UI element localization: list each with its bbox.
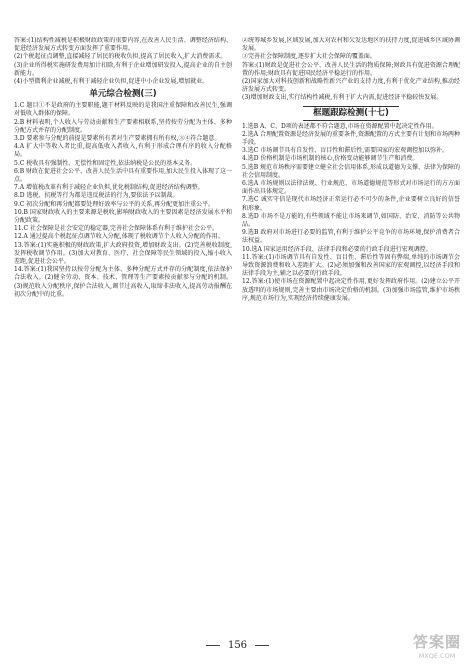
right-column xyxy=(242,37,460,637)
paragraph: (2)国家加大对科技创新和战略性新兴产业的支持力度,有利于优化产业结构,推动经济发展方式转变。 xyxy=(242,78,460,94)
two-column-body xyxy=(14,37,461,637)
paragraph: 14.答案:(1)我国坚持以按劳分配为主体、多种分配方式并存的分配制度,依法保护合法收入。(2)健全劳动、资本、技术、管理等生产要素按贡献参与分配的机制。(3)规范收入分配秩序,保护合法收入,调节过高收入,取缔非法收入,提高劳动报酬在初次分配中的比重。 xyxy=(14,266,232,298)
section-title-unit-test xyxy=(14,89,232,100)
paragraph: 9.选B 政府对市场进行必要的监管,有利于维护公平竞争的市场环境,保护消费者合法权益。 xyxy=(242,229,460,245)
right-answer-block xyxy=(242,37,460,103)
section-title-frame-test xyxy=(242,106,460,121)
paragraph: 答案:(1)结构性减税是积极财政政策的重要内容,在改善人民生活、调整经济结构、促进经济发展方式转变方面发挥了重要作用。 xyxy=(14,37,232,53)
paragraph: 5.选B 规范市场秩序需要建立健全社会信用体系,形成以道德为支撑、法律为保障的社会信用制度。 xyxy=(242,163,460,179)
footer-dash-right xyxy=(255,645,269,646)
paragraph: 2.B 材料表明,个人收入与劳动贡献和生产要素相联系,坚持按劳分配为主体、多种分配方式并存的分配制度。 xyxy=(14,118,232,134)
section-title-text: 单元综合检测(三) xyxy=(89,89,157,100)
paragraph: 3.选C 市场调节具有自发性、盲目性和滞后性,需要国家的宏观调控加以弥补。 xyxy=(242,147,449,155)
paragraph: ③完善社会保障制度,逐步扩大社会保障的覆盖面。 xyxy=(242,53,376,61)
paragraph: 2.选A 合理配置资源是经济发展的重要条件,资源配置的方式主要有计划和市场两种手段。 xyxy=(242,130,460,147)
paragraph: 11.C 社会保障是社会安定的稳定器,完善社会保障体系有利于维护社会公平。 xyxy=(14,225,218,233)
paragraph: 11.答案:(1)市场调节具有自发性、盲目性、滞后性等固有弊端,单纯的市场调节会导致资源浪费和收入差距扩大。(2)必须加强和改善国家的宏观调控,以经济手段和法律手段为主,辅之以必要的行政手段。 xyxy=(242,253,460,278)
paragraph: 9.C 初次分配和再分配都要处理好效率与公平的关系,再分配更加注重公平。 xyxy=(14,200,215,208)
paragraph: (3)增加财政支出,实行结构性减税,有利于扩大内需,促进经济平稳较快发展。 xyxy=(242,94,443,102)
page-number: 156 xyxy=(227,640,248,651)
paragraph: 3.D 要素参与分配的前提是要素所有者对生产要素拥有所有权,③④符合题意。 xyxy=(14,135,221,143)
paragraph: 10.选A 国家运用经济手段、法律手段和必要的行政手段进行宏观调控。 xyxy=(242,245,432,253)
watermark-logo xyxy=(405,628,469,662)
page-footer xyxy=(0,640,475,651)
paragraph: 6.选A 市场规则以法律法规、行业规范、市场道德规范等形式对市场运行的方方面面作出具体规定。 xyxy=(242,180,460,196)
left-question-list xyxy=(14,102,232,299)
paragraph: ②统筹城乡发展,区域发展,加大对农村和欠发达地区的扶持力度,促进城乡区域协调发展。 xyxy=(242,37,460,53)
watermark-url: MXQE.COM xyxy=(418,651,456,660)
paragraph: 4.A 扩大中等收入者比重,提高低收入者收入,有利于形成合理有序的收入分配格局。 xyxy=(14,143,232,159)
left-answer-block xyxy=(14,37,232,86)
paragraph: 12.A 通过提高个税起征点调节收入分配,体现了税收调节个人收入分配的作用。 xyxy=(14,233,224,241)
watermark-title: 答案圈 xyxy=(412,632,461,651)
paragraph: 4.选D 价格机制是市场机制的核心,价格变动能够调节生产和消费。 xyxy=(242,155,419,163)
right-question-list xyxy=(242,123,460,303)
paragraph: 5.C 税收具有强制性、无偿性和固定性,依法纳税是公民的基本义务。 xyxy=(14,159,197,167)
paragraph: 7.选C 诚实守信是现代市场经济正常运行必不可少的条件,企业要树立良好的信誉和形象。 xyxy=(242,196,460,212)
paragraph: 1.C 题目①不是政府的主要职能,题干材料反映的是我国注重保障和改善民生,强调对低收入群体的保障。 xyxy=(14,102,232,118)
paragraph: 7.A 增值税改革有利于减轻企业负担,优化税制结构,促进经济结构调整。 xyxy=(14,184,204,192)
paragraph: 8.选D 市场不是万能的,有些领域不能让市场来调节,如国防、治安、消防等公共物品。 xyxy=(242,212,460,229)
paragraph: (2)个税起征点调整,直接减轻了居民的税收负担,提高了居民收入,扩大消费需求。 xyxy=(14,53,227,61)
paragraph: (3)企业所得税实施研发费用加计扣除,有利于企业增加研发投入,提高企业的自主创新能力。 xyxy=(14,61,232,77)
paragraph: 10.B 国家财政收入的主要来源是税收,影响财政收入的主要因素是经济发展水平和分配政策。 xyxy=(14,208,232,225)
paragraph: 6.B 财政在促进社会公平、改善人民生活中具有重要作用,加大民生投入体现了这一点。 xyxy=(14,167,232,184)
footer-dash-left xyxy=(206,645,220,646)
paragraph: (4)小型微利企业减税,有利于减轻企业负担,促进中小企业发展,增加就业。 xyxy=(14,78,209,86)
paragraph: 答案:(1)财政是促进社会公平、改善人民生活的物质保障;财政具有促进资源合理配置的作用;财政具有促进国民经济平稳运行的作用。 xyxy=(242,61,460,77)
section-title-text: 框题跟踪检测(十七) xyxy=(303,106,399,121)
paragraph: 12.答案:(1)使市场在资源配置中起决定性作用,更好发挥政府作用。(2)建立公平开放透明的市场规则,完善主要由市场决定价格的机制。(3)加强市场监管,维护市场秩序,规范市场行为,实现经济持续健康发展。 xyxy=(242,278,460,302)
left-column xyxy=(14,37,232,637)
paragraph: 1.选B A、C、D项的表述都不符合题意,市场在资源配置中起决定性作用。 xyxy=(242,122,438,130)
paragraph: 13.答案:(1)实施积极的财政政策,扩大政府投资,增加财政支出。(2)完善税收制度,发挥税收调节作用。(3)加大对教育、医疗、社会保障等民生领域的投入,缩小收入差距,促进社会公平。 xyxy=(14,241,232,266)
paragraph: 8.D 逃税、抗税等行为都是违反税法的行为,要依法予以制裁。 xyxy=(14,192,179,200)
